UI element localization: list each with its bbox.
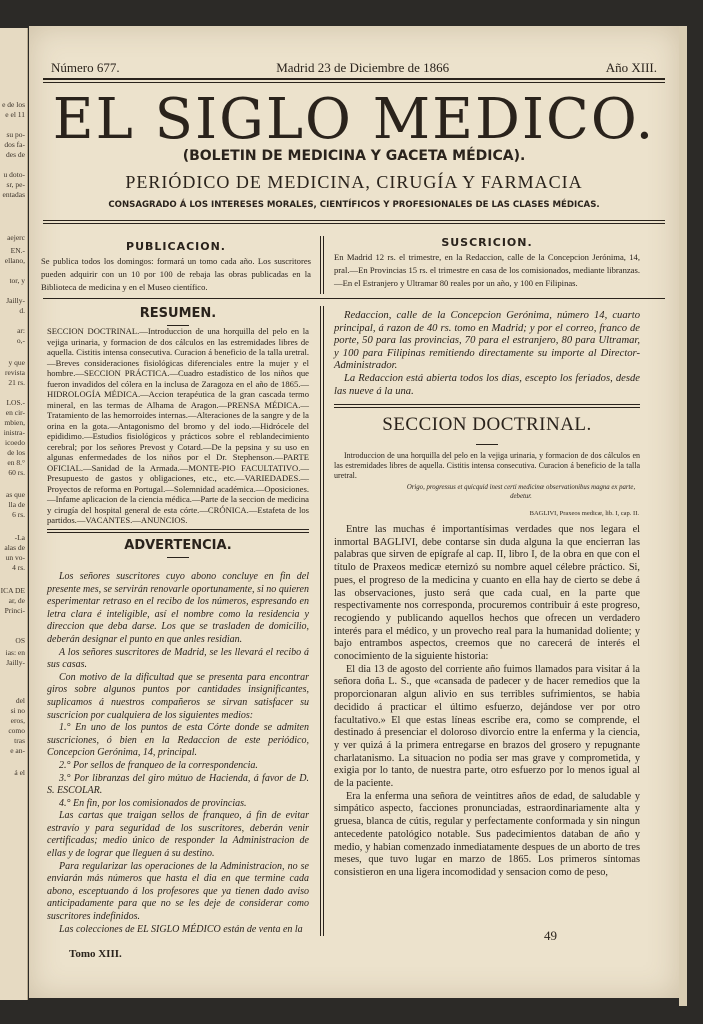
resumen-rule xyxy=(47,529,309,530)
prev-page-fragment: 60 rs. xyxy=(8,468,25,477)
prev-page-fragment: y que xyxy=(8,358,25,367)
advertencia-heading-block xyxy=(47,538,309,562)
prev-page-fragment: 21 rs. xyxy=(8,378,25,387)
prev-page-fragment: como xyxy=(8,726,25,735)
prev-page-fragment: si no xyxy=(10,706,25,715)
issue-line xyxy=(51,60,657,76)
doctrinal-paragraph: El dia 13 de agosto del corriente año fuimos llamados para visitar á la señora doña L. S., que «cansada de padecer y de hacer remedios que la proporcionaran algun alivio en sus terribles sufrimientos, se habia decidido á practicar el último esfuerzo, dejándose ver por otro facultativo.» El que estas líneas escribe era, como se comprende, el destinado á presenciar el doloroso divorcio entre la enferma y la ciencia, y ver quizá á la primera entregarse en brazos del grosero y repugnante charlatanismo. La situacion no podia ser mas grave y comprometida, y exigia por lo tanto, de nuestra parte, otro esfuerzo por lo menos igual al de la paciente. xyxy=(334,663,640,790)
advertencia-paragraph: A los señores suscritores de Madrid, se les llevará el recibo á sus casas. xyxy=(47,646,309,671)
prev-page-fragment: ICA DE xyxy=(0,586,25,595)
prev-page-fragment: tras xyxy=(14,736,25,745)
prev-page-fragment: Jailly- xyxy=(6,658,25,667)
publicacion-heading: PUBLICACION. xyxy=(126,240,226,253)
advertencia-paragraph: Las cartas que traigan sellos de franqueo, á fin de evitar estravío y para seguridad de los suscritores, deberán venir certificadas; medio único de responder la Administracion de ellas y de lograr que lleguen á su destino. xyxy=(47,810,309,860)
prev-page-fragment: des de xyxy=(6,150,25,159)
prev-page-fragment: ellano, xyxy=(4,256,25,265)
prev-page-fragment: entadas xyxy=(2,190,25,199)
doctrinal-epigraph-source: BAGLIVI, Praxeos medicæ, lib. I, cap. II. xyxy=(529,510,639,517)
main-column-divider-2 xyxy=(323,306,324,936)
masthead-rule xyxy=(43,220,665,221)
prev-page-fragment: dos fa- xyxy=(4,140,25,149)
prev-page-fragment: lla de xyxy=(8,500,25,509)
redaccion-rule-2 xyxy=(334,407,640,408)
issue-number: Número 677. xyxy=(51,60,120,75)
advertencia-text xyxy=(47,571,309,936)
doctrinal-paragraph: Era la enferma una señora de veintitres años de edad, de saludable y simpático aspecto, facciones pronunciadas, estraordinariamente alta y gruesa, blanca de cútis, regular y perfectamente conformada y sin ningun antecedente patológico notable. Sus padecimientos databan de año y medio, y habian comenzado inmediatamente despues de un aborto de tres meses, que tuvo lugar en marzo de 1865. Los primeros síntomas consistieron en una ligera incomodidad y sensacion como de peso, xyxy=(334,790,640,878)
main-column-divider xyxy=(320,306,321,936)
doctrinal-heading: SECCION DOCTRINAL. xyxy=(382,414,592,435)
masthead-rule-2 xyxy=(43,223,665,224)
prev-page-fragment: e an- xyxy=(10,746,25,755)
redaccion-paragraph: Redaccion, calle de la Concepcion Gerónima, número 14, cuarto principal, á razon de 40 rs. tomo en Madrid; y por el correo, franco de porte, 50 para las provincias, 70 para el estranjero, 80 para Ultramar, y 100 para Filipinas remitiendo directamente su importe al Director-Administrador. xyxy=(334,310,640,372)
prev-page-fragment: ar: xyxy=(17,326,25,335)
masthead-tagline: PERIÓDICO DE MEDICINA, CIRUGÍA Y FARMACIA xyxy=(125,172,583,192)
masthead-subtitle: (BOLETIN DE MEDICINA Y GACETA MÉDICA). xyxy=(182,148,526,164)
issue-year: Año XIII. xyxy=(605,60,657,75)
prev-page-fragment: 4 rs. xyxy=(12,563,25,572)
advertencia-paragraph: 4.° En fin, por los comisionados de provincias. xyxy=(59,797,247,809)
volume-label: Tomo XIII. xyxy=(69,948,122,960)
header-bottom-rule xyxy=(43,298,665,299)
resumen-heading: RESUMEN. xyxy=(139,306,217,321)
redaccion-paragraph: La Redaccion está abierta todos los dias, escepto los feriados, desde las nueve á la una. xyxy=(334,372,640,397)
prev-page-fragment: as que xyxy=(6,490,25,499)
prev-page-fragment: 6 rs. xyxy=(12,510,25,519)
redaccion-text xyxy=(334,310,640,398)
doctrinal-paragraph: Entre las muchas é importantísimas verdades que nos legara el inmortal BAGLIVI, debe contarse sin duda alguna la que encierran las palabras que sirven de epígrafe al cap. II, libro I, de la obra en que con el título de Praxeos medicæ eternizó su nombre aquel célebre práctico. Si, pues, el progreso de la medicina y cuanto en ella hay de cierto se debe á las observaciones, justo será que cada cual, en la parte que respectivamente nos corresponda, procuremos contribuir á este progreso, recogiendo y publicando aquellos hechos que ofrecen un verdadero interés para el médico, y un provecho real para la humanidad doliente; y bajo entrambos aspectos, creemos que no carecerá de interés el conocimiento de la siguiente historia: xyxy=(334,524,640,663)
prev-page-fragment: á el xyxy=(14,768,25,777)
advertencia-paragraph: 1.° En uno de los puntos de esta Córte donde se admiten suscriciones, ó bien en la Redaccion de este periódico, Concepcion Gerónima, 14, principal. xyxy=(47,722,309,759)
advertencia-paragraph: Las colecciones de EL SIGLO MÉDICO están de venta en la xyxy=(59,923,303,935)
prev-page-fragment: e el 11 xyxy=(5,110,25,119)
prev-page-fragment: -La xyxy=(14,533,25,542)
newspaper-page xyxy=(29,26,679,998)
advertencia-paragraph: 3.° Por libranzas del giro mútuo de Hacienda, á favor de D. S. ESCOLAR. xyxy=(47,772,309,797)
suscricion-box xyxy=(334,236,640,290)
masthead-dedication: CONSAGRADO Á LOS INTERESES MORALES, CIENTÍFICOS Y PROFESIONALES DE LAS CLASES MÉDICAS. xyxy=(108,200,600,210)
prev-page-fragment: del xyxy=(15,696,25,705)
page-number: 49 xyxy=(544,928,557,943)
advertencia-paragraph: Con motivo de la dificultad que se presenta para encontrar giros sobre algunos puntos por cantidades insignificantes, suplicamos á nuestros compañeros se sirvan satisfacer su suscricion por cualquiera de los siguientes medios: xyxy=(47,671,309,721)
prev-page-fragment: sr, pe- xyxy=(6,180,25,189)
issue-date: Madrid 23 de Diciembre de 1866 xyxy=(276,60,450,75)
doctrinal-abstract: Introduccion de una horquilla del pelo en la vejiga urinaria, y formacion de dos cálculos en las estremidades libres de aquella. Cistitis intensa consecutiva. Curacion á beneficio de la talla uretral. xyxy=(334,451,640,480)
publicacion-box xyxy=(41,240,311,294)
doctrinal-dash-holder xyxy=(334,440,640,449)
doctrinal-dash xyxy=(476,444,498,445)
advertencia-paragraph: 2.° Por sellos de franqueo de la correspondencia. xyxy=(59,759,258,771)
prev-page-fragment: alas de xyxy=(4,543,25,552)
prev-page-fragment: ias: en xyxy=(5,648,25,657)
prev-page-fragment: OS xyxy=(15,636,25,645)
prev-page-fragment: e de los xyxy=(2,100,25,109)
prev-page-fragment: inistra- xyxy=(3,428,25,437)
advertencia-dash xyxy=(167,557,189,558)
prev-page-fragment: un vo- xyxy=(5,553,25,562)
prev-page-fragment: en cir- xyxy=(5,408,25,417)
prev-page-fragment: mbien, xyxy=(4,418,25,427)
publicacion-text: Se publica todos los domingos: formará un tomo cada año. Los suscritores pueden adquirir con un 10 por 100 de rebaja las obras publicadas en la Biblioteca de medicina y en el Museo científico. xyxy=(41,256,311,292)
page-edge xyxy=(679,26,687,1006)
prev-page-fragment: eros, xyxy=(10,716,25,725)
prev-page-fragment: revista xyxy=(5,368,25,377)
prev-page-fragment: Jailly- xyxy=(6,296,25,305)
top-rule-thin xyxy=(43,82,665,83)
advertencia-paragraph: Los señores suscritores cuyo abono concluye en fin del presente mes, se servirán renovarle oportunamente, si no quieren esperimentar retraso en el recibo de los números, espresando en letra clara é inteligible, así el nombre como la residencia y direccion que deba darse. Los que se trasladen de domicilio, deberán designar el punto en que anles residian. xyxy=(47,571,309,645)
header-column-divider-2 xyxy=(323,236,324,294)
advertencia-heading: ADVERTENCIA. xyxy=(124,538,232,553)
prev-page-fragment: Princi- xyxy=(4,606,25,615)
prev-page-fragment: u doto- xyxy=(3,170,25,179)
prev-page-fragment: LOS.- xyxy=(6,398,25,407)
prev-page-fragment: en 8.° xyxy=(7,458,25,467)
prev-page-fragment: ar, de xyxy=(8,596,25,605)
prev-page-fragment: o,- xyxy=(16,336,25,345)
prev-page-fragment: EN.- xyxy=(10,246,25,255)
prev-page-fragment: su po- xyxy=(6,130,25,139)
masthead-title: EL SIGLO MEDICO. xyxy=(52,87,656,152)
doctrinal-epigraph: Origo, progressus et quicquid inest certi medicinæ observationibus magna ex parte, debetur. xyxy=(406,484,636,500)
doctrinal-body xyxy=(334,524,640,880)
suscricion-text: En Madrid 12 rs. el trimestre, en la Redaccion, calle de la Concepcion Jerónima, 14, pral.—En Provincias 15 rs. el trimestre en casa de los comisionados, mediante libranzas.—En el Estranjero y Ultramar 80 reales por un año, y 100 en Filipinas. xyxy=(334,252,640,288)
top-rule xyxy=(43,78,665,80)
resumen-text: SECCION DOCTRINAL.—Introduccion de una horquilla del pelo en la vejiga urinaria, y formacion de dos cálculos en las estremidades libres de aquella. Cistitis intensa consecutiva. Curacion á beneficio de la talla uretral.—Breves consideraciones fisiológicas diferenciales entre la mujer y el hombre.—SECCION PRÁCTICA.—Cuadro estadístico de los niños que fueron invadidos del cólera en la inclusa de Zaragoza en el año de 1865.—HIDROLOGÍA MÉDICA.—Accion terapéutica de la gran cascada termo mineral, en las termas de Alhama de Aragon.—PRENSA MÉDICA.—Tratamiento de las hemorroides internas.—Alteraciones de la sangre y de la orina en la gota.—Antagonismo del bromo y del iodo.—Hidrócele del epididimo.—Estudios fisiológicos y prácticos sobre el reblandecimiento cerebral; por los señores Prevost y Cotard.—De la pepsina y su uso en algunas enfermedades de los niños por el Dr. Stephenson.—PARTE OFICIAL.—Sanidad de la Armada.—MONTE-PIO FACULTATIVO.—Presupuesto de gastos y obligaciones, etc., etc.—VARIEDADES.—Proyectos de reforma en Portugal.—Solemnidad académica.—Oposiciones.—Infame aplicacion de la ciencia médica.—Parte de la seccion de medicina y cirugía del hospital general de esta córte.—CRÓNICA.—Estafeta de los partidos.—VACANTES.—ANUNCIOS. xyxy=(47,326,309,525)
prev-page-fragment: aejerc xyxy=(7,233,25,242)
prev-page-fragment: icoedo xyxy=(5,438,25,447)
resumen-rule-2 xyxy=(47,532,309,533)
prev-page-fragment: de los xyxy=(7,448,25,457)
prev-page-fragment: d. xyxy=(19,306,25,315)
prev-page-fragment: tor, y xyxy=(9,276,25,285)
previous-page-strip xyxy=(0,28,28,1000)
suscricion-heading: SUSCRICION. xyxy=(441,236,533,249)
header-column-divider xyxy=(320,236,321,294)
redaccion-rule xyxy=(334,404,640,405)
advertencia-paragraph: Para regularizar las operaciones de la Administracion, no se enviarán más números que hasta el dia en que termine cada abono, esceptuando á los profesores que ya tienen dado aviso anticipadamente para que no se les deje de considerar como suscritores indefinidos. xyxy=(47,860,309,923)
